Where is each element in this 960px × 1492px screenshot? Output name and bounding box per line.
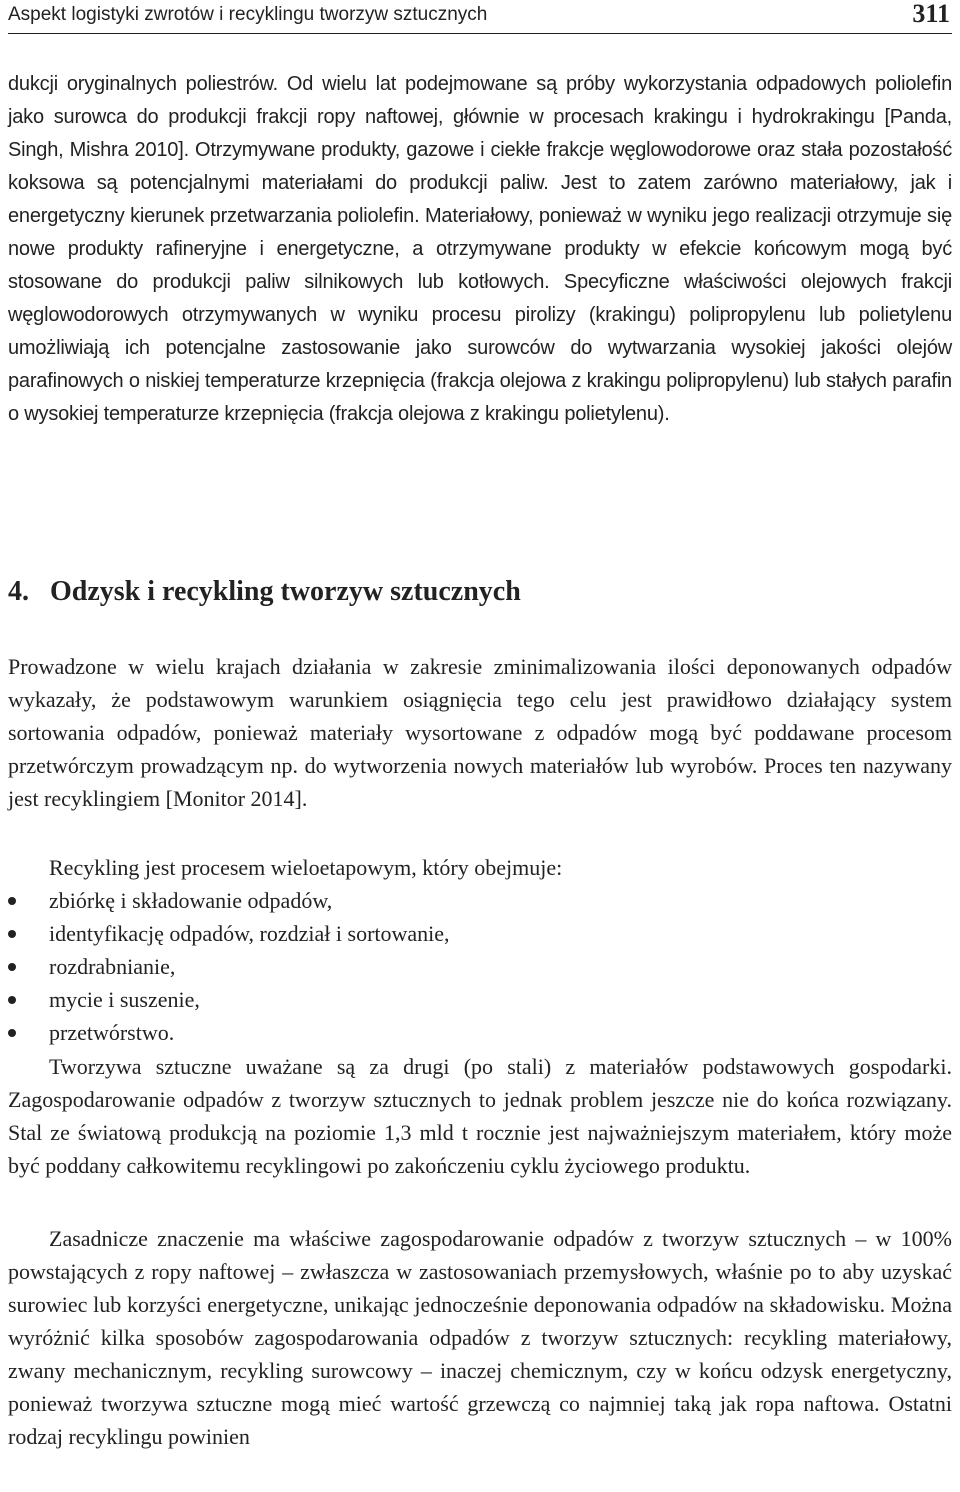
bullet-icon [8,1029,16,1037]
recycling-steps-list [8,884,952,1049]
paragraph-sorting: Prowadzone w wielu krajach działania w zakresie zminimalizowania ilości deponowanych odpadów wykazały, że podstawowym warunkiem osiągnięcia tego celu jest prawidłowo działający system sortowania odpadów, ponieważ materiały wysortowane z odpadów mogą być poddawane procesom przetwórczym prowadzącym np. do wytworzenia nowych materiałów lub wyrobów. Proces ten nazywany jest recyklingiem [Monitor 2014]. [8,654,952,811]
paragraph-pyrolysis: dukcji oryginalnych poliestrów. Od wielu lat podejmowane są próby wykorzystania odpadowych poliolefin jako surowca do produkcji frakcji ropy naftowej, głównie w procesach krakingu i hydrokrakingu [Panda, Singh, Mishra 2010]. Otrzymywane produkty, gazowe i ciekłe frakcje węglowodorowe oraz stała pozostałość koksowa są potencjalnymi materiałami do produkcji paliw. Jest to zatem zarówno materiałowy, jak i energetyczny kierunek przetwarzania poliolefin. Materiałowy, ponieważ w wyniku jego realizacji otrzymuje się nowe produkty rafineryjne i energetyczne, a otrzymywane produkty w efekcie końcowym mogą być stosowane do produkcji paliw silnikowych lub kotłowych. Specyficzne właściwości olejowych frakcji węglowodorowych otrzymywanych w wyniku procesu pirolizy (krakingu) polipropylenu lub polietylenu umożliwiają ich potencjalne zastosowanie jako surowców do wytwarzania wysokiej jakości olejów parafinowych o niskiej temperaturze krzepnięcia (frakcja olejowa z krakingu polipropylenu) lub stałych parafin o wysokiej temperaturze krzepnięcia (frakcja olejowa z krakingu polietylenu). [8,73,952,425]
bullet-icon [8,897,16,905]
paragraph-plastics-economy: Tworzywa sztuczne uważane są za drugi (po stali) z materiałów podstawowych gospodarki. Zagospodarowanie odpadów z tworzyw sztucznych to jednak problem jeszcze nie do końca rozwiązany. Stal ze światową produkcją na poziomie 1,3 mld t rocznie jest najważniejszym materiałem, który może być poddany całkowitemu recyklingowi po zakończeniu cyklu życiowego produktu. [8,1054,952,1178]
list-item: przetwórstwo. [8,1016,952,1049]
bullet-icon [8,963,16,971]
list-item: mycie i suszenie, [8,983,952,1016]
section-number: 4. [8,576,29,607]
bullet-icon [8,996,16,1004]
bullet-icon [8,930,16,938]
list-item: identyfikację odpadów, rozdział i sortowanie, [8,917,952,950]
page-number: 311 [912,0,950,28]
section-title: Odzysk i recykling tworzyw sztucznych [50,576,521,607]
paragraph-recycling-intro: Recykling jest procesem wieloetapowym, który obejmuje: [49,855,563,880]
running-header [8,0,952,34]
list-item: zbiórkę i składowanie odpadów, [8,884,952,917]
list-item: rozdrabnianie, [8,950,952,983]
paragraph-waste-management: Zasadnicze znaczenie ma właściwe zagospodarowanie odpadów z tworzyw sztucznych – w 100% powstających z ropy naftowej – zwłaszcza w zastosowaniach przemysłowych, właśnie po to aby uzyskać surowiec lub korzyści energetyczne, unikając jednocześnie deponowania odpadów na składowisku. Można wyróżnić kilka sposobów zagospodarowania odpadów z tworzyw sztucznych: recykling materiałowy, zwany mechanicznym, recykling surowcowy – inaczej chemicznym, czy w końcu odzysk energetyczny, ponieważ tworzywa sztuczne mogą mieć wartość grzewczą co najmniej taką jak ropa naftowa. Ostatni rodzaj recyklingu powinien [8,1226,952,1449]
running-header-title: Aspekt logistyki zwrotów i recyklingu tworzyw sztucznych [8,4,488,25]
section-heading [8,576,521,608]
